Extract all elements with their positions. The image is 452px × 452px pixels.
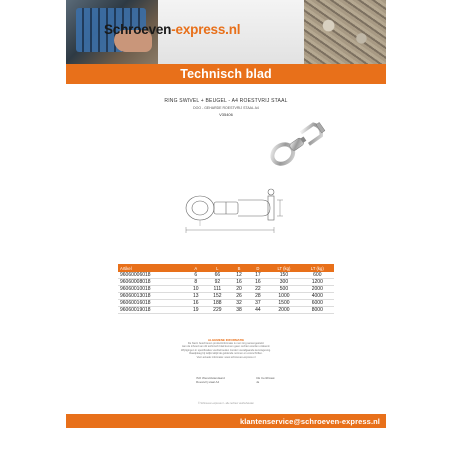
- table-row: [118, 279, 334, 286]
- meta-certificate: [256, 377, 275, 385]
- cell: 38: [230, 307, 249, 314]
- cell: 19: [186, 307, 205, 314]
- notes-line: Aan de inhoud van dit technisch blad kunnen geen rechten worden ontleend.: [181, 345, 271, 349]
- cell: 8000: [301, 307, 334, 314]
- notes-line: De hierin beschreven productinformatie is met zorg samengesteld.: [187, 342, 265, 345]
- table-header-row: [118, 264, 334, 272]
- cell: 6: [186, 272, 205, 279]
- table-row: [118, 300, 334, 307]
- notes-heading: ALGEMENE INFORMATIE: [207, 338, 245, 342]
- cell: 96060008018: [118, 279, 186, 286]
- copyright-text: © Schroeven-express.nl - alle rechten voorbehouden: [198, 402, 254, 405]
- cell: 37: [248, 300, 267, 307]
- cell: 16: [248, 279, 267, 286]
- col-header: A: [186, 264, 205, 272]
- product-subtitle: DOO - GEHARDE ROESTVRIJ STAAL A4: [193, 106, 259, 110]
- cell: 229: [205, 307, 229, 314]
- col-header: L: [205, 264, 229, 272]
- brand-logo[interactable]: [104, 22, 240, 37]
- logo-accent-text: -express.nl: [171, 22, 241, 37]
- spec-table: [118, 264, 334, 314]
- cell: 13: [186, 293, 205, 300]
- col-header: LT (kg): [267, 264, 300, 272]
- notes-line: Raadpleeg bij twijfel altijd de geldende normen en voorschriften.: [189, 352, 263, 356]
- cell: 8: [186, 279, 205, 286]
- contact-email-link[interactable]: klantenservice@schroeven-express.nl: [239, 416, 380, 426]
- cell: 152: [205, 293, 229, 300]
- cell: 12: [230, 272, 249, 279]
- cell: 150: [267, 272, 300, 279]
- cell: 188: [205, 300, 229, 307]
- product-title: RING SWIVEL + BEUGEL - A4 ROESTVRIJ STAAL: [164, 98, 288, 104]
- screws-photo: [304, 0, 386, 64]
- cell: 2000: [301, 286, 334, 293]
- cell: 16: [230, 279, 249, 286]
- product-photo: [265, 112, 335, 172]
- cell: 32: [230, 300, 249, 307]
- cell: 1000: [267, 293, 300, 300]
- cell: 44: [248, 307, 267, 314]
- cell: 600: [301, 272, 334, 279]
- technical-drawing: [180, 178, 310, 238]
- meta-label: CE Certificaat: [256, 376, 275, 380]
- cell: 96060019018: [118, 307, 186, 314]
- cell: 20: [230, 286, 249, 293]
- cell: 96060016018: [118, 300, 186, 307]
- col-header: Artikel: [118, 264, 186, 272]
- cell: 66: [205, 272, 229, 279]
- meta-label: ISO Wereldstandaard: [196, 376, 225, 380]
- cell: 4000: [301, 293, 334, 300]
- cell: 2000: [267, 307, 300, 314]
- cell: 96060010018: [118, 286, 186, 293]
- cell: 500: [267, 286, 300, 293]
- cell: 22: [248, 286, 267, 293]
- meta-standard: [196, 377, 225, 385]
- cell: 6000: [301, 300, 334, 307]
- notes-line: Voor actuele informatie: www.schroeven-express.nl: [196, 355, 256, 359]
- footer-bar: [66, 414, 386, 428]
- notes-line: Wijzigingen in specificaties voorbehouden zonder voorafgaande kennisgeving.: [181, 348, 271, 352]
- cell: 300: [267, 279, 300, 286]
- cell: 92: [205, 279, 229, 286]
- col-header: B: [230, 264, 249, 272]
- general-info: [150, 338, 302, 359]
- table-row: [118, 307, 334, 314]
- cell: 16: [186, 300, 205, 307]
- col-header: LT (kg): [301, 264, 334, 272]
- cell: 26: [230, 293, 249, 300]
- cell: 17: [248, 272, 267, 279]
- cell: 28: [248, 293, 267, 300]
- cell: 10: [186, 286, 205, 293]
- table-row: [118, 286, 334, 293]
- cell: 1500: [267, 300, 300, 307]
- table-row: [118, 293, 334, 300]
- cell: 1200: [301, 279, 334, 286]
- product-code: V35406: [219, 112, 233, 117]
- banner-title: Technisch blad: [180, 67, 272, 81]
- section-banner: [66, 64, 386, 84]
- meta-value: Ja: [256, 379, 260, 384]
- logo-main-text: Schroeven: [104, 22, 172, 37]
- product-heading: [66, 98, 386, 117]
- cell: 96060013018: [118, 293, 186, 300]
- col-header: D: [248, 264, 267, 272]
- cell: 111: [205, 286, 229, 293]
- cell: 96060006018: [118, 272, 186, 279]
- meta-value: Roestvrij staal A4: [196, 379, 220, 384]
